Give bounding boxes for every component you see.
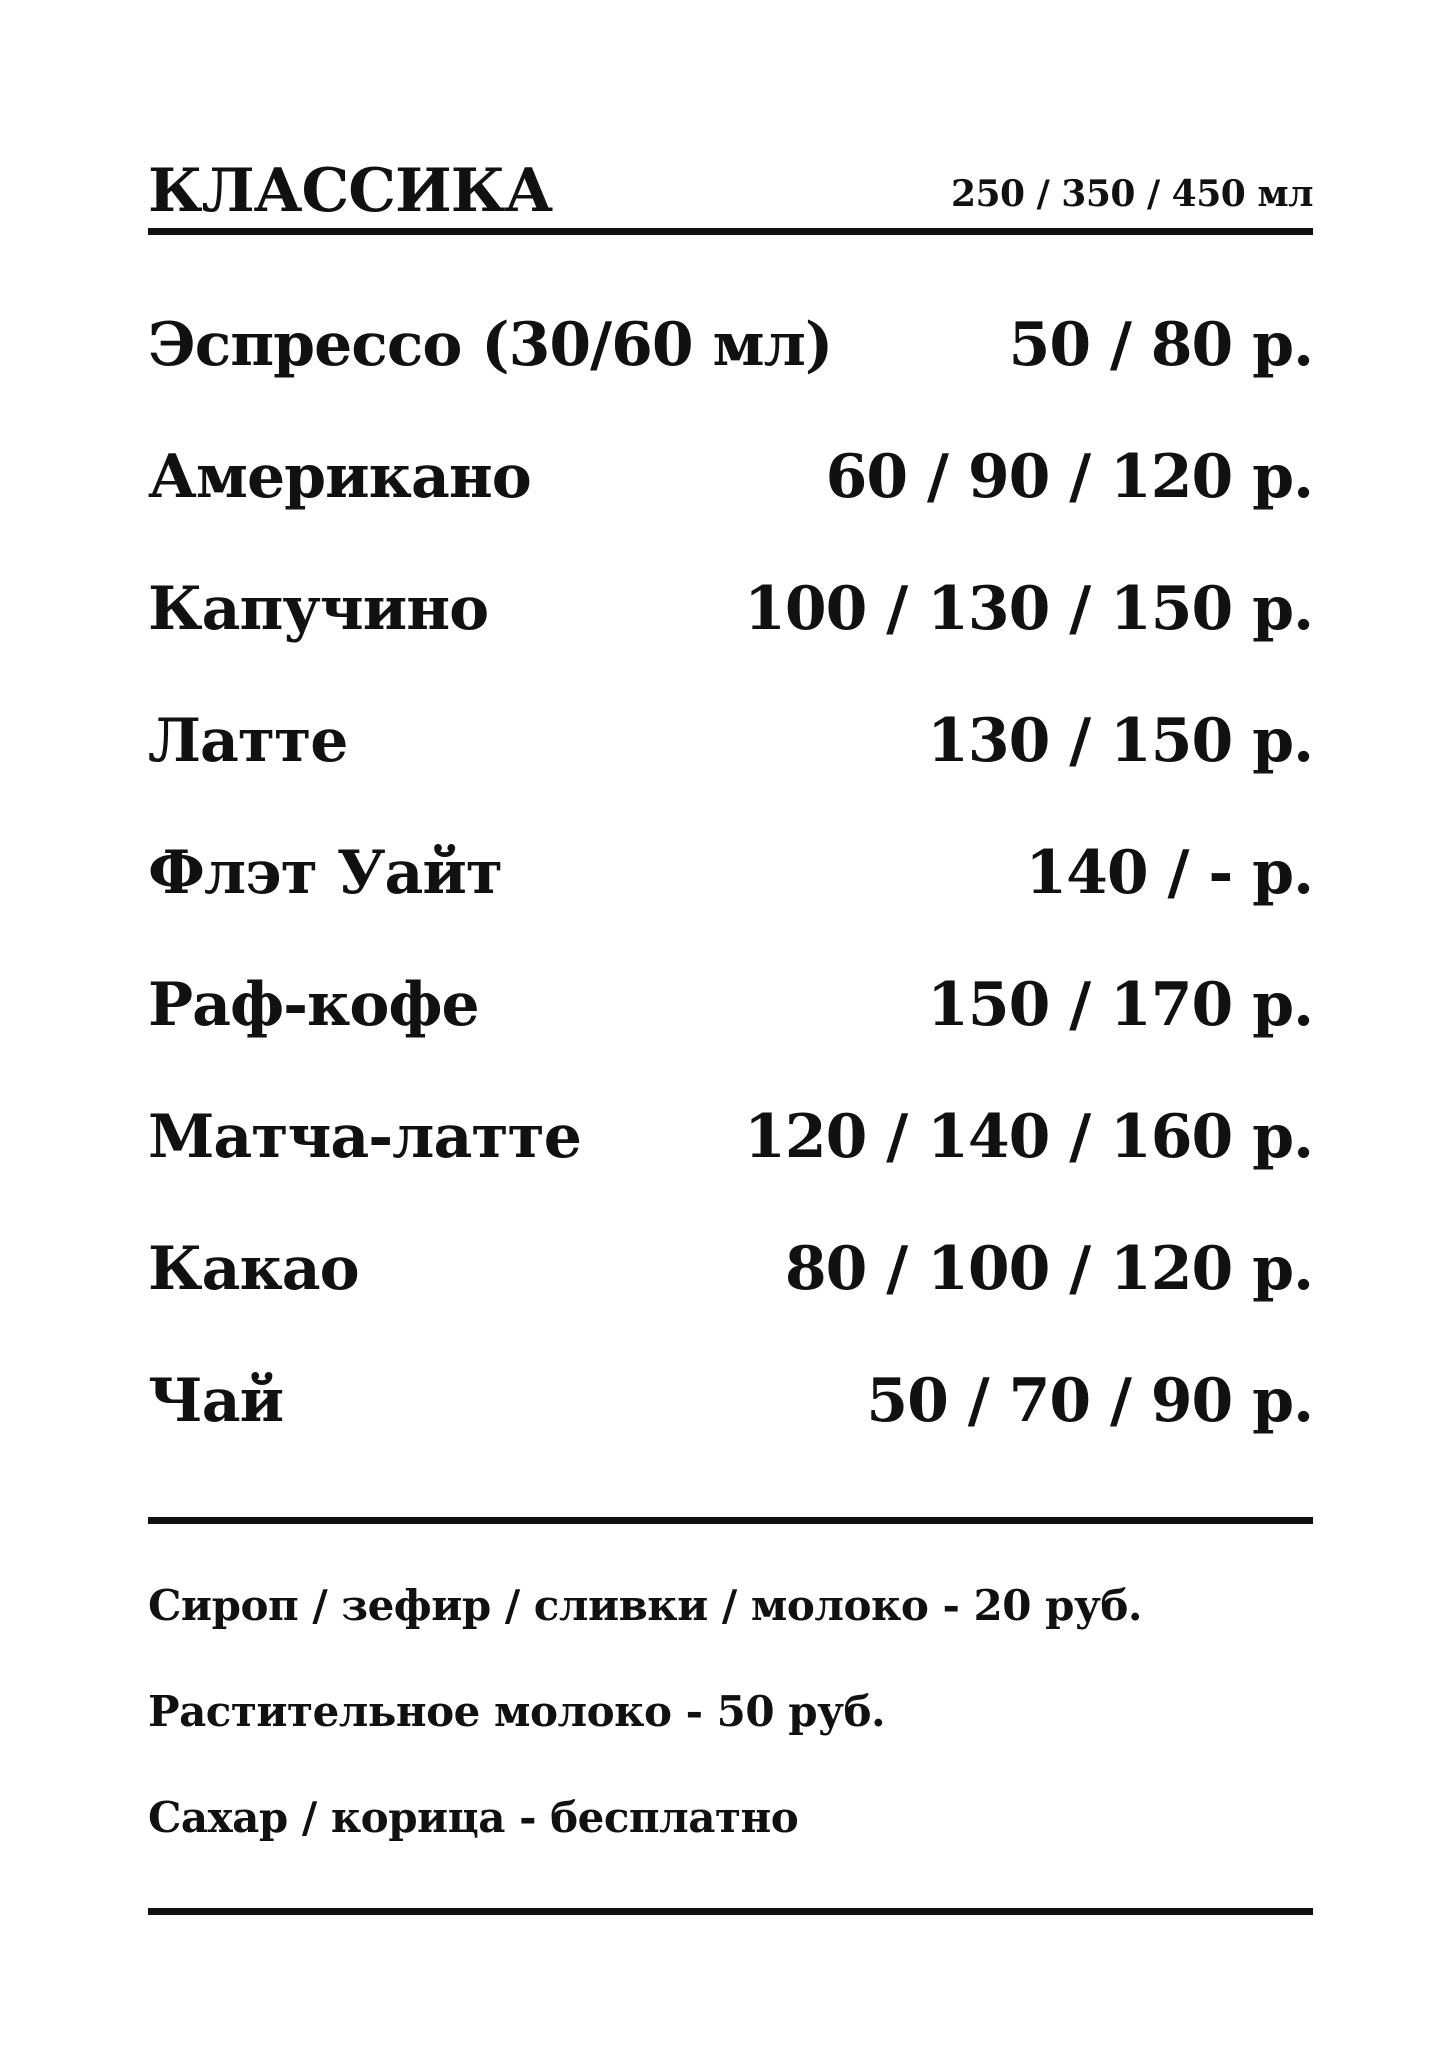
menu-item bbox=[148, 1356, 1313, 1488]
menu-item bbox=[148, 300, 1313, 432]
item-price: 50 / 80 р. bbox=[1008, 310, 1313, 380]
extra-line: Растительное молоко - 50 руб. bbox=[148, 1687, 886, 1736]
item-name: Эспрессо (30/60 мл) bbox=[148, 310, 833, 380]
menu-header bbox=[148, 150, 1313, 230]
menu-item bbox=[148, 432, 1313, 564]
item-name: Матча-латте bbox=[148, 1102, 581, 1172]
item-price: 50 / 70 / 90 р. bbox=[866, 1366, 1313, 1436]
item-price: 100 / 130 / 150 р. bbox=[744, 574, 1313, 644]
menu-item bbox=[148, 828, 1313, 960]
item-price: 80 / 100 / 120 р. bbox=[784, 1234, 1313, 1304]
menu-item bbox=[148, 696, 1313, 828]
item-name: Флэт Уайт bbox=[148, 838, 503, 908]
footer-divider bbox=[148, 1908, 1313, 1915]
menu-item bbox=[148, 960, 1313, 1092]
item-price: 120 / 140 / 160 р. bbox=[744, 1102, 1313, 1172]
item-price: 130 / 150 р. bbox=[927, 706, 1313, 776]
item-price: 150 / 170 р. bbox=[927, 970, 1313, 1040]
item-name: Какао bbox=[148, 1234, 359, 1304]
extras-list bbox=[148, 1576, 1313, 1894]
item-price: 60 / 90 / 120 р. bbox=[825, 442, 1313, 512]
cup-sizes: 250 / 350 / 450 мл bbox=[950, 173, 1313, 215]
item-price: 140 / - р. bbox=[1025, 838, 1313, 908]
extra-line: Сахар / корица - бесплатно bbox=[148, 1793, 799, 1842]
menu-item bbox=[148, 1224, 1313, 1356]
section-title: КЛАССИКА bbox=[148, 156, 553, 226]
extra-line: Сироп / зефир / сливки / молоко - 20 руб. bbox=[148, 1581, 1142, 1630]
header-divider bbox=[148, 228, 1313, 235]
item-name: Капучино bbox=[148, 574, 489, 644]
item-name: Американо bbox=[148, 442, 531, 512]
item-name: Латте bbox=[148, 706, 348, 776]
items-divider bbox=[148, 1517, 1313, 1524]
item-name: Чай bbox=[148, 1366, 284, 1436]
menu-item bbox=[148, 564, 1313, 696]
menu-item bbox=[148, 1092, 1313, 1224]
menu-items-list bbox=[148, 300, 1313, 1488]
item-name: Раф-кофе bbox=[148, 970, 479, 1040]
